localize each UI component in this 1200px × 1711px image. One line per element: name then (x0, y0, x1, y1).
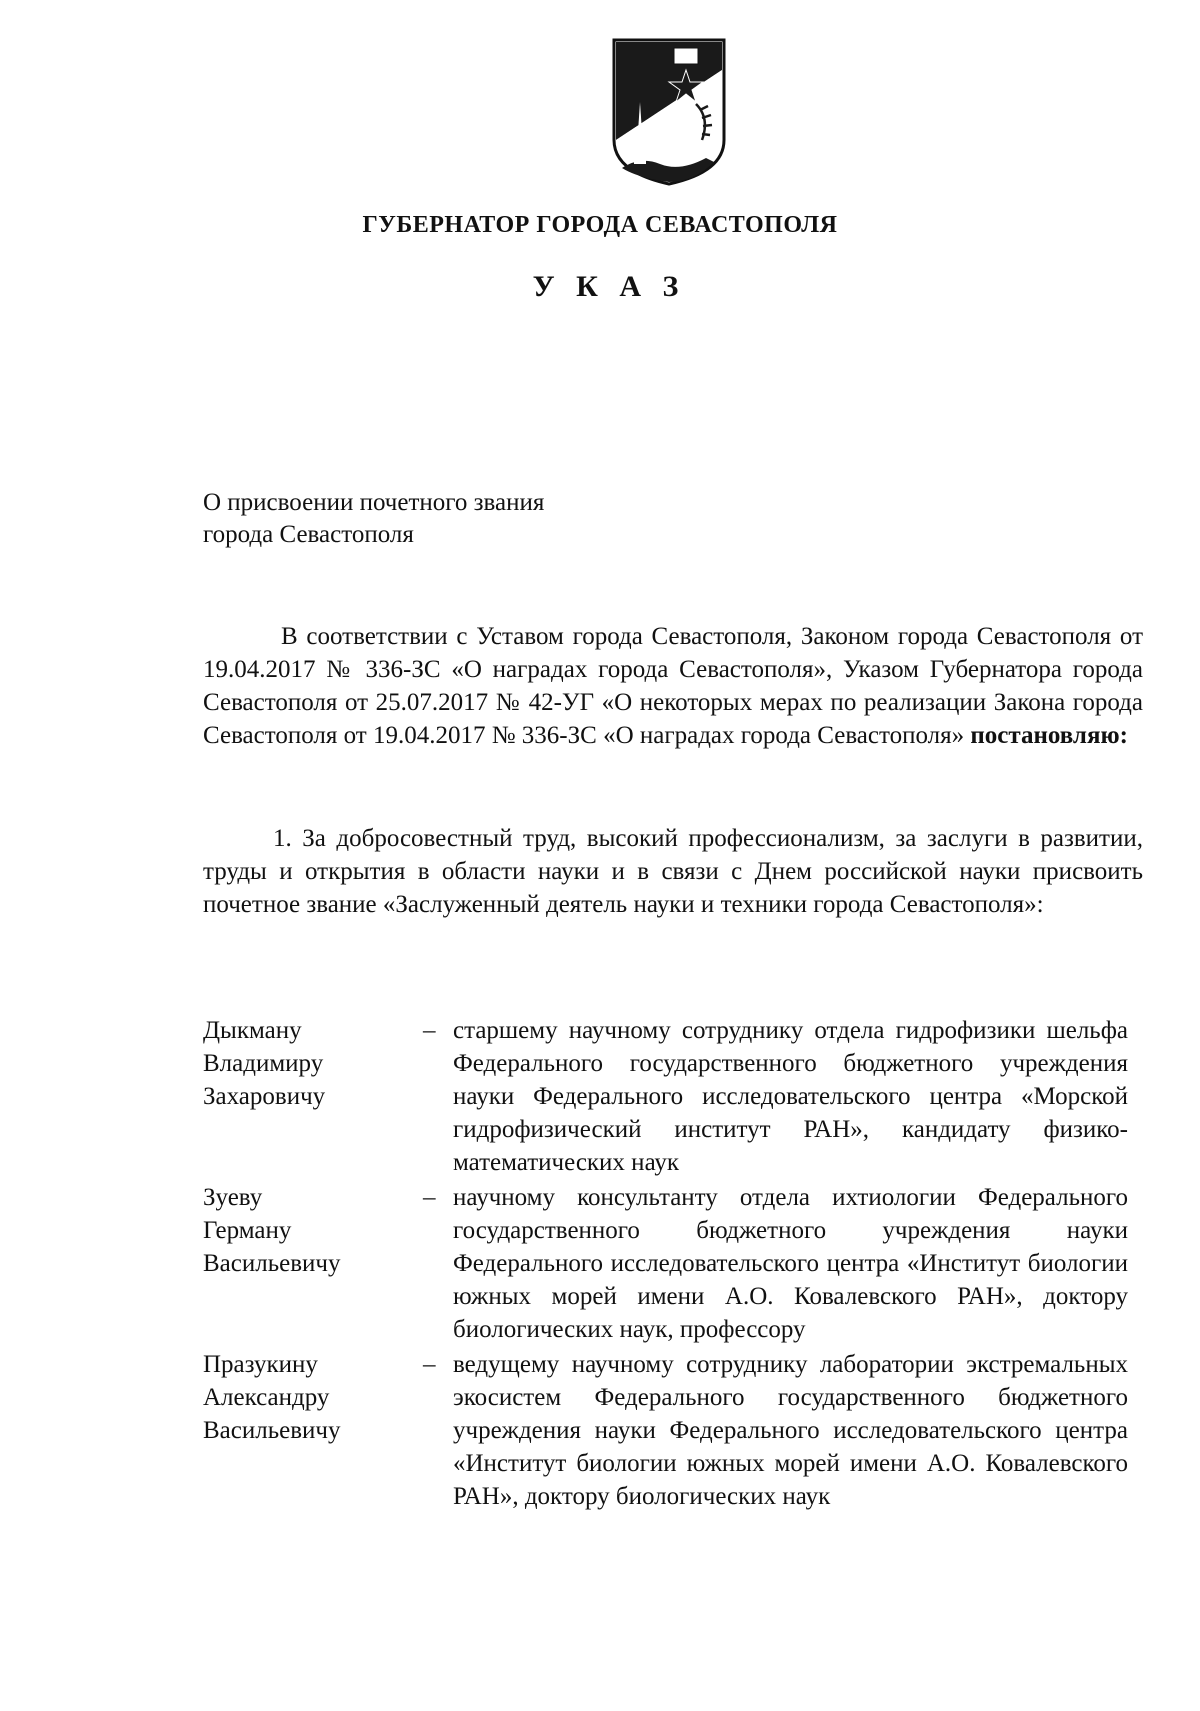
awardee-first-name: Александру (203, 1384, 330, 1411)
awardee-description: старшему научному сотруднику отдела гидрофизики шельфа Федерального государственного бюджетного учреждения науки Федерального исследовательского центра «Морской гидрофизический институт РАН», кандидату физико-математических наук (453, 1017, 1128, 1176)
awardee-patronymic: Захаровичу (203, 1083, 326, 1110)
awardee-surname: Празукину (203, 1351, 318, 1378)
document-type-title: У К А З (532, 270, 686, 303)
subject-line: города Севастополя (203, 521, 414, 548)
awardee-description: научному консультанту отдела ихтиологии Федерального государственного бюджетного учреждения науки Федерального исследовательского центра «Институт биологии южных морей имени А.О. Ковалевского РАН», доктору биологических наук, профессору (453, 1184, 1128, 1343)
awardee-first-name: Герману (203, 1217, 292, 1244)
awardee-dash: – (423, 1351, 436, 1378)
awardee-patronymic: Васильевичу (203, 1250, 341, 1277)
awardee-row (203, 1348, 1128, 1513)
decree-word: постановляю: (970, 722, 1128, 749)
decree-subject (203, 487, 544, 551)
awardee-first-name: Владимиру (203, 1050, 324, 1077)
awardee-surname: Дыкману (203, 1017, 302, 1044)
clause-1-paragraph: 1. За добросовестный труд, высокий профессионализм, за заслуги в развитии, труды и открытия в области науки и в связи с Днем российской науки присвоить почетное звание «Заслуженный деятель науки и техники города Севастополя»: (203, 825, 1143, 918)
awardee-description: ведущему научному сотруднику лаборатории экстремальных экосистем Федерального государственного бюджетного учреждения науки Федерального исследовательского центра «Институт биологии южных морей имени А.О. Ковалевского РАН», доктору биологических наук (453, 1351, 1128, 1510)
awardee-surname: Зуеву (203, 1184, 263, 1211)
preamble-paragraph (203, 620, 1143, 752)
awardee-name (203, 1181, 423, 1346)
awardee-name (203, 1014, 423, 1179)
awardee-patronymic: Васильевичу (203, 1417, 341, 1444)
awardee-name (203, 1348, 423, 1513)
awardee-list (203, 1014, 1128, 1513)
preamble-text: В соответствии с Уставом города Севастополя, Законом города Севастополя от 19.04.2017 № 336-ЗС «О наградах города Севастополя», Указом Губернатора города Севастополя от 25.07.2017 № 42-УГ «О некоторых мерах по реализации Закона города Севастополя от 19.04.2017 № 336-ЗС «О наградах города Севастополя» (203, 623, 1143, 749)
subject-line: О присвоении почетного звания (203, 489, 545, 516)
awardee-dash: – (423, 1017, 436, 1044)
awardee-dash: – (423, 1184, 436, 1211)
sevastopol-coat-of-arms-icon (610, 36, 728, 188)
awardee-row (203, 1181, 1128, 1346)
issuing-authority: ГУБЕРНАТОР ГОРОДА СЕВАСТОПОЛЯ (362, 212, 838, 238)
awardee-row (203, 1014, 1128, 1179)
